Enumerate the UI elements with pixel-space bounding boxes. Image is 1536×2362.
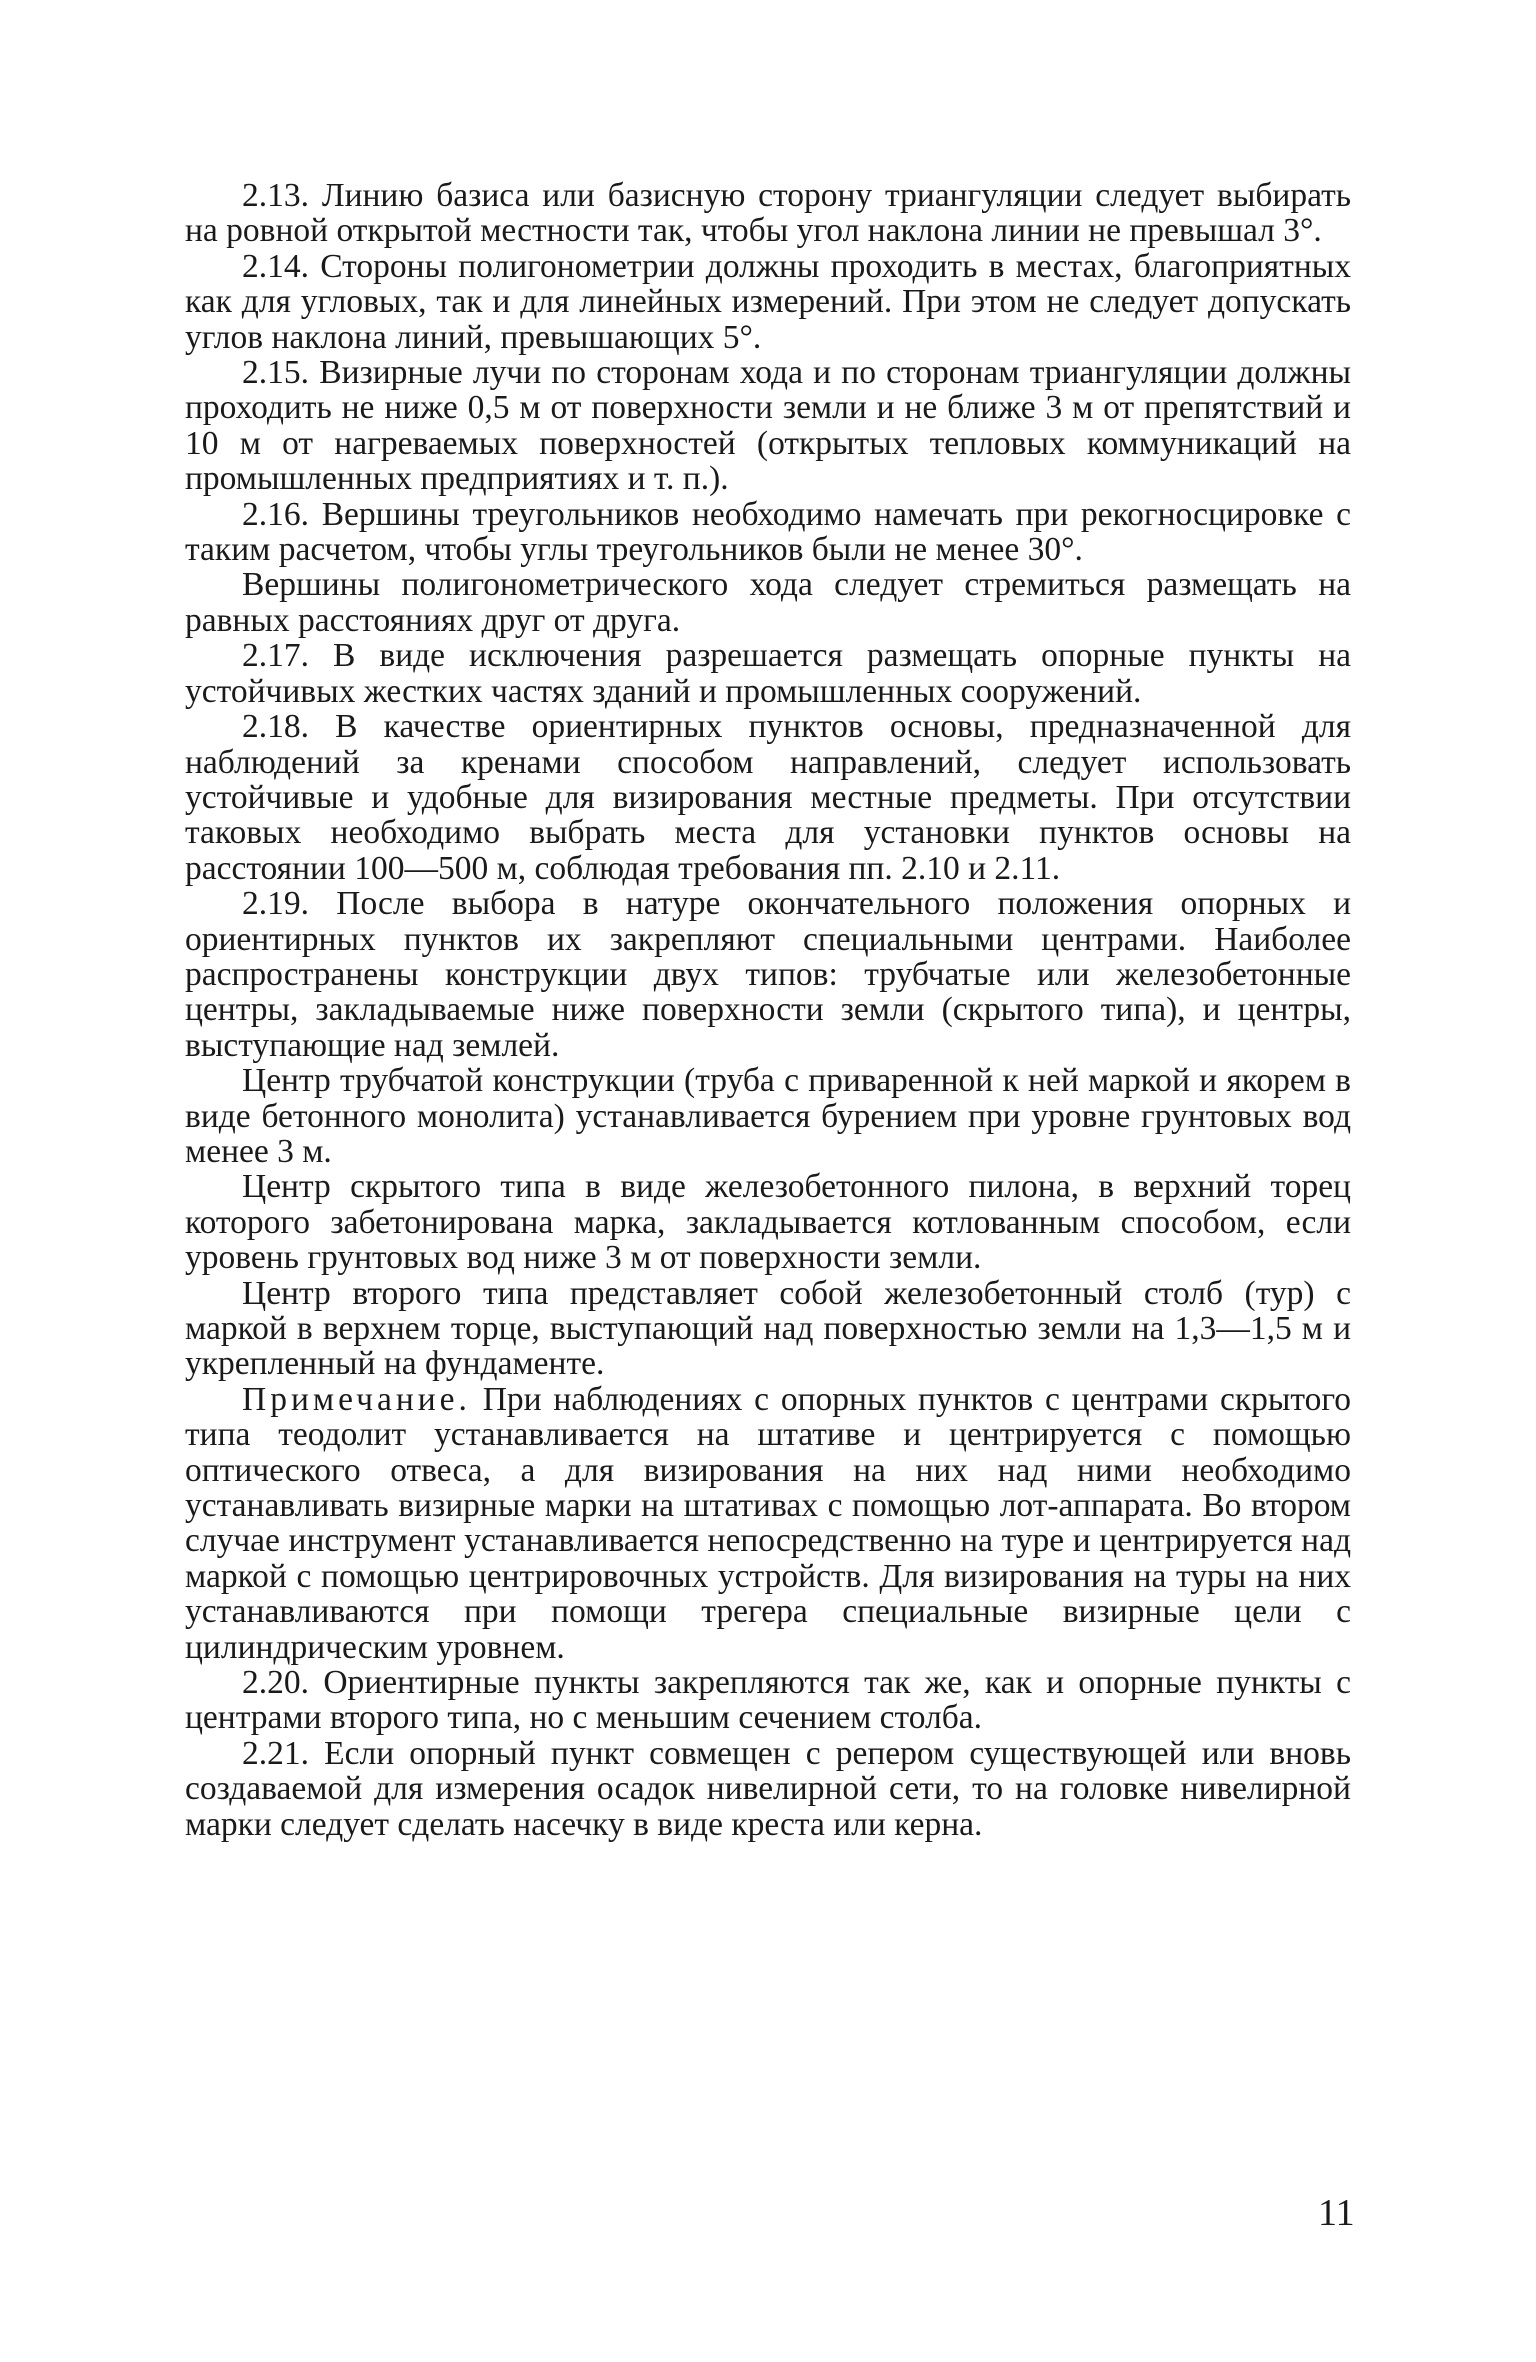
paragraph-text: Вершины треугольников необходимо намечать при рекогносцировке с таким расчетом, чтобы углы треугольников были не менее 30°. <box>185 495 1352 569</box>
paragraph-number: 2.15. <box>242 354 309 392</box>
paragraph-number: 2.16. <box>242 495 309 533</box>
paragraph-tubular-center <box>185 1063 1351 1169</box>
paragraph-text: Визирные лучи по сторонам хода и по сторонам триангуляции должны проходить не ниже 0,5 м от поверхности земли и не ближе 3 м от препятствий и 10 м от нагреваемых поверхностей (открытых тепловых коммуникаций на промышленных предприятиях и т. п.). <box>185 354 1352 498</box>
paragraph-number: 2.21. <box>242 1734 309 1772</box>
page-number: 11 <box>1318 2192 1355 2234</box>
note-paragraph <box>185 1382 1351 1665</box>
paragraph-number: 2.18. <box>242 708 309 746</box>
paragraph-2-16 <box>185 497 1351 568</box>
paragraph-text: В виде исключения разрешается размещать опорные пункты на устойчивых жестких частях зданий и промышленных сооружений. <box>185 637 1351 710</box>
paragraph-2-21 <box>185 1736 1351 1842</box>
paragraph-text: В качестве ориентирных пунктов основы, предназначенной для наблюдений за кренами способом направлений, следует использовать устойчивые и удобные для визирования местные предметы. При отсутствии таковых необходимо выбрать места для установки пунктов основы на расстоянии 100—500 м, соблюдая требования пп. 2.10 и 2.11. <box>185 708 1351 887</box>
paragraph-2-17 <box>185 638 1351 709</box>
paragraph-text: Вершины полигонометрического хода следует стремиться размещать на равных расстояниях друг от друга. <box>185 566 1351 639</box>
paragraph-2-20 <box>185 1665 1351 1736</box>
paragraph-hidden-center <box>185 1169 1351 1275</box>
paragraph-text: Центр скрытого типа в виде железобетонного пилона, в верхний торец которого забетонирована марка, закладывается котлованным способом, если уровень грунтовых вод ниже 3 м от поверхности земли. <box>185 1168 1351 1277</box>
paragraph-2-19 <box>185 886 1351 1063</box>
paragraph-text: После выбора в натуре окончательного положения опорных и ориентирных пунктов их закрепляют специальными центрами. Наиболее распространены конструкции двух типов: трубчатые или железобетонные центры, закладываемые ниже поверхности земли (скрытого типа), и центры, выступающие над землей. <box>185 885 1352 1064</box>
note-text: При наблюдениях с опорных пунктов с центрами скрытого типа теодолит устанавливается на штативе и центрируется с помощью оптического отвеса, а для визирования на них над ними необходимо устанавливать визирные марки на штативах с помощью лот-аппарата. Во втором случае инструмент устанавливается непосредственно на туре и центрируется над маркой с помощью центрировочных устройств. Для визирования на туры на них устанавливаются при помощи трегера специальные визирные цели с цилиндрическим уровнем. <box>185 1380 1352 1666</box>
paragraph-text: Центр трубчатой конструкции (труба с приваренной к ней маркой и якорем в виде бетонного монолита) устанавливается бурением при уровне грунтовых вод менее 3 м. <box>185 1062 1351 1170</box>
paragraph-number: 2.13. <box>242 177 309 214</box>
paragraph-text: Центр второго типа представляет собой железобетонный столб (тур) с маркой в верхнем торце, выступающий над поверхностью земли на 1,3—1,5 м и укрепленный на фундаменте. <box>185 1274 1351 1383</box>
paragraph-text: Линию базиса или базисную сторону триангуляции следует выбирать на ровной открытой местности так, чтобы угол наклона линии не превышал 3°. <box>185 177 1351 250</box>
paragraph-polygonometry-vertices <box>185 567 1351 638</box>
paragraph-2-13 <box>185 178 1351 249</box>
paragraph-2-15 <box>185 355 1351 497</box>
document-body <box>185 178 1351 1842</box>
paragraph-number: 2.17. <box>242 637 309 675</box>
paragraph-number: 2.14. <box>242 247 309 285</box>
paragraph-2-14 <box>185 249 1351 355</box>
paragraph-number: 2.19. <box>242 885 309 923</box>
paragraph-2-18 <box>185 709 1351 886</box>
paragraph-text: Ориентирные пункты закрепляются так же, как и опорные пункты с центрами второго типа, но с меньшим сечением столба. <box>185 1664 1351 1737</box>
note-label: Примечание. <box>242 1380 471 1418</box>
paragraph-text: Если опорный пункт совмещен с репером существующей или вновь создаваемой для измерения осадок нивелирной сети, то на головке нивелирной марки следует сделать насечку в виде креста или керна. <box>185 1734 1352 1843</box>
paragraph-text: Стороны полигонометрии должны проходить в местах, благоприятных как для угловых, так и для линейных измерений. При этом не следует допускать углов наклона линий, превышающих 5°. <box>185 247 1352 356</box>
paragraph-number: 2.20. <box>242 1664 309 1702</box>
paragraph-second-type-center <box>185 1276 1351 1382</box>
